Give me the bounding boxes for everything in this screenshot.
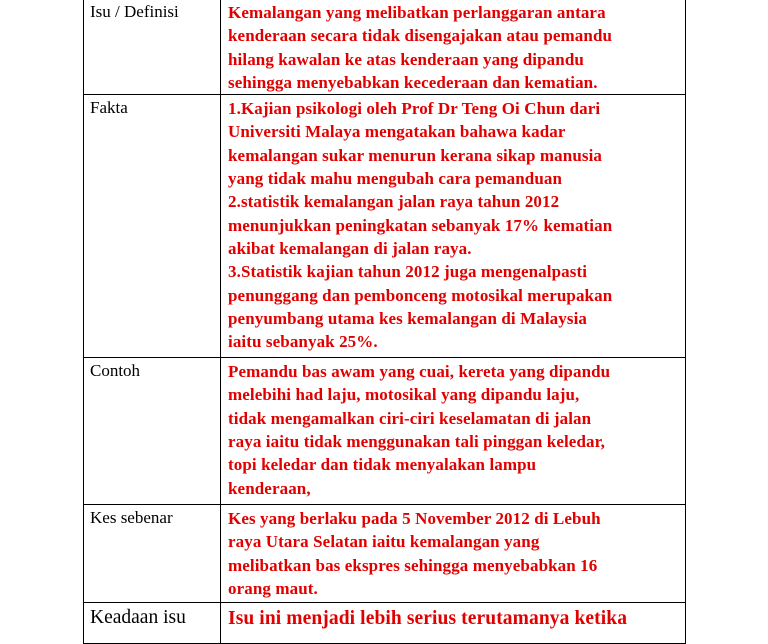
table-row-isu-definisi xyxy=(84,0,686,95)
content-line: kemalangan sukar menurun kerana sikap manusia xyxy=(228,145,603,165)
table-row-fakta xyxy=(84,95,686,358)
content-line: Universiti Malaya mengatakan bahawa kadar xyxy=(228,122,566,142)
content-line: kenderaan, xyxy=(228,478,311,498)
content-line: Kemalangan yang melibatkan perlanggaran antara xyxy=(228,3,606,22)
row-label: Fakta xyxy=(84,95,221,358)
row-content xyxy=(221,358,686,505)
content-line: iaitu sebanyak 25%. xyxy=(228,332,378,352)
content-line: 1.Kajian psikologi oleh Prof Dr Teng Oi Chun dari xyxy=(228,99,601,119)
content-line: 3.Statistik kajian tahun 2012 juga mengenalpasti xyxy=(228,262,588,282)
content-line: Isu ini menjadi lebih serius terutamanya ketika xyxy=(228,608,628,630)
row-content xyxy=(221,603,686,644)
content-line: akibat kemalangan di jalan raya. xyxy=(228,238,472,258)
content-line: Kes yang berlaku pada 5 November 2012 di Lebuh xyxy=(228,509,601,529)
content-line: hilang kawalan ke atas kenderaan yang dipandu xyxy=(228,49,584,69)
table-row-keadaan-isu xyxy=(84,603,686,644)
content-line: penunggang dan pembonceng motosikal merupakan xyxy=(228,285,613,305)
content-line: orang maut. xyxy=(228,579,318,599)
content-line: menunjukkan peningkatan sebanyak 17% kematian xyxy=(228,215,613,235)
row-label: Isu / Definisi xyxy=(84,0,221,95)
content-line: raya iaitu tidak menggunakan tali pinggan keledar, xyxy=(228,432,606,452)
content-line: kenderaan secara tidak disengajakan atau pemandu xyxy=(228,26,613,46)
content-line: tidak mengamalkan ciri-ciri keselamatan di jalan xyxy=(228,408,592,428)
table-row-kes-sebenar xyxy=(84,505,686,603)
content-line: Pemandu bas awam yang cuai, kereta yang dipandu xyxy=(228,362,611,382)
row-content xyxy=(221,0,686,95)
content-line: raya Utara Selatan iaitu kemalangan yang xyxy=(228,532,540,552)
content-line: topi keledar dan tidak menyalakan lampu xyxy=(228,455,537,475)
table-row-contoh xyxy=(84,358,686,505)
content-line: penyumbang utama kes kemalangan di Malaysia xyxy=(228,308,588,328)
content-line: yang tidak mahu mengubah cara pemanduan xyxy=(228,169,563,189)
row-content xyxy=(221,505,686,603)
row-label: Keadaan isu xyxy=(84,603,221,644)
content-line: 2.statistik kemalangan jalan raya tahun 2012 xyxy=(228,192,560,212)
row-label: Kes sebenar xyxy=(84,505,221,603)
content-line: melibatkan bas ekspres sehingga menyebabkan 16 xyxy=(228,555,598,575)
document-table xyxy=(83,0,686,644)
content-line: sehingga menyebabkan kecederaan dan kematian. xyxy=(228,72,598,92)
content-line: melebihi had laju, motosikal yang dipandu laju, xyxy=(228,385,580,405)
row-content xyxy=(221,95,686,358)
row-label: Contoh xyxy=(84,358,221,505)
